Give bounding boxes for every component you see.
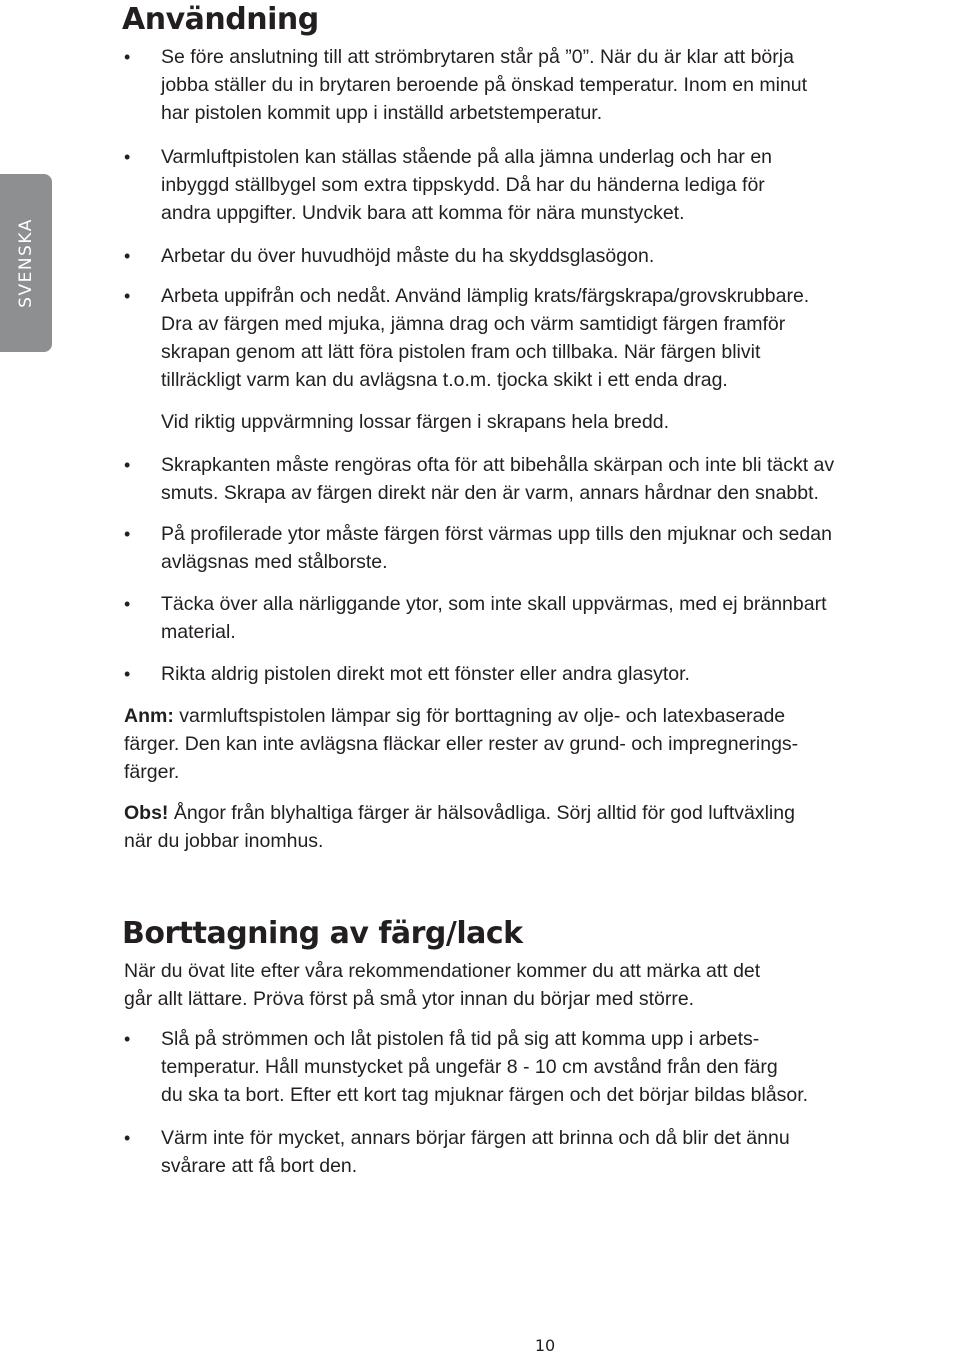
intro-paragraph (124, 957, 960, 1013)
list-item-line: På profilerade ytor måste färgen först värmas upp tills den mjuknar och sedan (161, 523, 832, 545)
intro-line: När du övat lite efter våra rekommendationer kommer du att märka att det (124, 960, 761, 982)
list-item-line: Se före anslutning till att strömbrytaren står på ”0”. När du är klar att börja (161, 46, 794, 68)
bullet-icon: • (124, 246, 131, 266)
list-item-line: Skrapkanten måste rengöras ofta för att bibehålla skärpan och inte bli täckt av (161, 454, 835, 476)
bullet-icon: • (124, 47, 131, 67)
list-item-line: Rikta aldrig pistolen direkt mot ett fönster eller andra glasytor. (161, 663, 690, 685)
bullet-icon: • (124, 594, 131, 614)
list-item-line: har pistolen kommit upp i inställd arbetstemperatur. (161, 102, 603, 124)
list-item-line: Värm inte för mycket, annars börjar färgen att brinna och då blir det ännu (161, 1127, 790, 1149)
warning-line: när du jobbar inomhus. (124, 830, 324, 852)
section-heading-borttagning: Borttagning av färg/lack (122, 916, 523, 951)
list-item-line: Dra av färgen med mjuka, jämna drag och värm samtidigt färgen framför (161, 313, 786, 335)
list-item-line: tillräckligt varm kan du avlägsna t.o.m. tjocka skikt i ett enda drag. (161, 369, 728, 391)
bullet-icon: • (124, 664, 131, 684)
list-item-line: inbyggd ställbygel som extra tippskydd. Då har du händerna lediga för (161, 174, 765, 196)
indented-note: Vid riktig uppvärmning lossar färgen i skrapans hela bredd. (161, 411, 669, 433)
warning-paragraph (124, 799, 960, 855)
list-item-line: Täcka över alla närliggande ytor, som inte skall uppvärmas, med ej brännbart (161, 593, 827, 615)
note-line: varmluftspistolen lämpar sig för borttagning av olje- och latexbaserade (173, 705, 786, 727)
list-item-line: du ska ta bort. Efter ett kort tag mjuknar färgen och det börjar bildas blåsor. (161, 1084, 809, 1106)
list-item-line: skrapan genom att lätt föra pistolen fram och tillbaka. När färgen blivit (161, 341, 761, 363)
list-item-line: temperatur. Håll munstycket på ungefär 8 - 10 cm avstånd från den färg (161, 1056, 778, 1078)
bullet-icon: • (124, 286, 131, 306)
list-item-line: Slå på strömmen och låt pistolen få tid på sig att komma upp i arbets- (161, 1028, 760, 1050)
bullet-icon: • (124, 1128, 131, 1148)
list-item-line: jobba ställer du in brytaren beroende på önskad temperatur. Inom en minut (161, 74, 808, 96)
warning-line: Ångor från blyhaltiga färger är hälsovådliga. Sörj alltid för god luftväxling (168, 802, 795, 824)
note-paragraph (124, 702, 960, 786)
section-heading-anvandning: Användning (122, 2, 319, 37)
list-item-line: smuts. Skrapa av färgen direkt när den är varm, annars hårdnar den snabbt. (161, 482, 819, 504)
bullet-icon: • (124, 1029, 131, 1049)
list-item-line: Arbetar du över huvudhöjd måste du ha skyddsglasögon. (161, 245, 655, 267)
warning-label: Obs! (124, 802, 169, 824)
list-item-line: avlägsnas med stålborste. (161, 551, 388, 573)
language-tab-label: SVENSKA (16, 218, 36, 308)
note-label: Anm: (124, 705, 174, 727)
bullet-icon: • (124, 147, 131, 167)
bullet-icon: • (124, 524, 131, 544)
list-item-line: Arbeta uppifrån och nedåt. Använd lämplig krats/färgskrapa/grovskrubbare. (161, 285, 810, 307)
page-number: 10 (534, 1336, 556, 1355)
note-line: färger. Den kan inte avlägsna fläckar eller rester av grund- och impregnerings- (124, 733, 799, 755)
list-item-line: Varmluftpistolen kan ställas stående på alla jämna underlag och har en (161, 146, 773, 168)
note-line: färger. (124, 761, 180, 783)
list-item-line: svårare att få bort den. (161, 1155, 358, 1177)
list-item-line: andra uppgifter. Undvik bara att komma för nära munstycket. (161, 202, 685, 224)
language-tab (0, 174, 52, 352)
bullet-icon: • (124, 455, 131, 475)
intro-line: går allt lättare. Pröva först på små ytor innan du börjar med större. (124, 988, 695, 1010)
list-item-line: material. (161, 621, 236, 643)
